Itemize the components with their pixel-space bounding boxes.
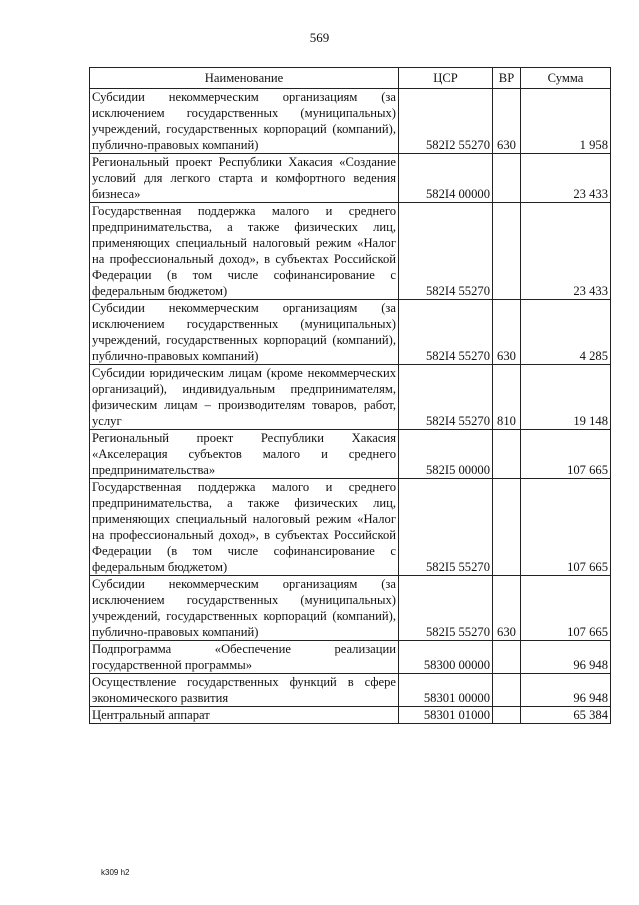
- row-csr: 582I5 00000: [399, 430, 493, 479]
- row-name: Субсидии некоммерческим организациям (за исключением государственных (муниципальных) учреждений, государственных корпораций (компаний), публично-правовых компаний): [90, 89, 399, 154]
- row-vr: 630: [493, 89, 521, 154]
- page-number: 569: [309, 30, 330, 45]
- row-name: Подпрограмма «Обеспечение реализации государственной программы»: [90, 641, 399, 674]
- row-sum: 107 665: [521, 479, 611, 576]
- row-sum: 107 665: [521, 576, 611, 641]
- row-csr: 582I4 00000: [399, 154, 493, 203]
- row-sum: 96 948: [521, 641, 611, 674]
- row-name: Субсидии некоммерческим организациям (за исключением государственных (муниципальных) учреждений, государственных корпораций (компаний), публично-правовых компаний): [90, 300, 399, 365]
- row-vr: [493, 430, 521, 479]
- row-name: Субсидии некоммерческим организациям (за исключением государственных (муниципальных) учреждений, государственных корпораций (компаний), публично-правовых компаний): [90, 576, 399, 641]
- table-row: [90, 641, 611, 674]
- row-sum: 96 948: [521, 674, 611, 707]
- header-name: Наименование: [90, 68, 399, 89]
- table-row: [90, 300, 611, 365]
- table-row: [90, 479, 611, 576]
- row-csr: 58301 00000: [399, 674, 493, 707]
- row-csr: 582I4 55270: [399, 365, 493, 430]
- row-sum: 23 433: [521, 154, 611, 203]
- row-csr: 58301 01000: [399, 707, 493, 724]
- row-sum: 23 433: [521, 203, 611, 300]
- row-vr: [493, 154, 521, 203]
- budget-table: [89, 67, 611, 724]
- row-sum: 4 285: [521, 300, 611, 365]
- row-csr: 582I2 55270: [399, 89, 493, 154]
- table-row: [90, 154, 611, 203]
- row-sum: 107 665: [521, 430, 611, 479]
- row-name: Осуществление государственных функций в сфере экономического развития: [90, 674, 399, 707]
- header-sum: Сумма: [521, 68, 611, 89]
- row-name: Региональный проект Республики Хакасия «Создание условий для легкого старта и комфортного ведения бизнеса»: [90, 154, 399, 203]
- header-vr: ВР: [493, 68, 521, 89]
- row-vr: [493, 674, 521, 707]
- table-row: [90, 576, 611, 641]
- footer-code: k309 h2: [101, 868, 130, 877]
- row-vr: [493, 203, 521, 300]
- table-row: [90, 674, 611, 707]
- table-row: [90, 707, 611, 724]
- row-csr: 582I4 55270: [399, 203, 493, 300]
- row-csr: 582I4 55270: [399, 300, 493, 365]
- row-name: Государственная поддержка малого и среднего предпринимательства, а также физических лиц, применяющих специальный налоговый режим «Налог на профессиональный доход», в субъектах Российской Федерации (в том числе софинансирование с федеральным бюджетом): [90, 203, 399, 300]
- row-vr: 810: [493, 365, 521, 430]
- row-csr: 58300 00000: [399, 641, 493, 674]
- table-header-row: [90, 68, 611, 89]
- table-row: [90, 203, 611, 300]
- row-vr: 630: [493, 576, 521, 641]
- row-vr: [493, 479, 521, 576]
- row-csr: 582I5 55270: [399, 479, 493, 576]
- row-sum: 1 958: [521, 89, 611, 154]
- row-vr: 630: [493, 300, 521, 365]
- row-name: Государственная поддержка малого и среднего предпринимательства, а также физических лиц, применяющих специальный налоговый режим «Налог на профессиональный доход», в субъектах Российской Федерации (в том числе софинансирование с федеральным бюджетом): [90, 479, 399, 576]
- row-name: Региональный проект Республики Хакасия «Акселерация субъектов малого и среднего предпринимательства»: [90, 430, 399, 479]
- table-row: [90, 430, 611, 479]
- table-row: [90, 89, 611, 154]
- table-row: [90, 365, 611, 430]
- row-csr: 582I5 55270: [399, 576, 493, 641]
- row-name: Центральный аппарат: [90, 707, 399, 724]
- row-sum: 65 384: [521, 707, 611, 724]
- row-name: Субсидии юридическим лицам (кроме некоммерческих организаций), индивидуальным предпринимателям, физическим лицам – производителям товаров, работ, услуг: [90, 365, 399, 430]
- header-csr: ЦСР: [399, 68, 493, 89]
- row-vr: [493, 707, 521, 724]
- row-sum: 19 148: [521, 365, 611, 430]
- row-vr: [493, 641, 521, 674]
